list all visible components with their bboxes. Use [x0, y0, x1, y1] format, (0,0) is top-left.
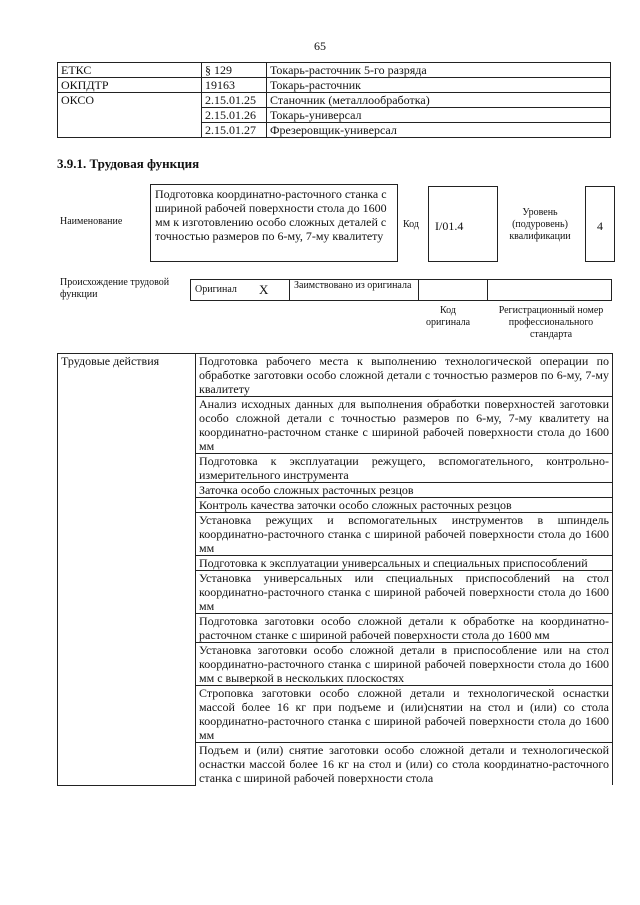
action-item: Подготовка к эксплуатации режущего, вспомогательного, контрольно-измерительного инструмента — [196, 454, 613, 483]
borrowed-label: Заимствовано из оригинала — [290, 280, 419, 301]
table-row — [58, 354, 613, 397]
table-row — [191, 280, 612, 301]
classifier-title: Токарь-универсал — [267, 108, 611, 123]
action-item: Установка универсальных или специальных приспособлений на стол координатно-расточного станка с шириной рабочей поверхности стола до 1600 мм — [196, 571, 613, 614]
origin-label: Происхождение трудовой функции — [60, 277, 170, 300]
action-item: Заточка особо сложных расточных резцов — [196, 483, 613, 498]
action-item: Установка заготовки особо сложной детали в приспособление или на стол координатно-расточного станка с шириной рабочей поверхности стола до 1600 мм с выверкой в нескольких плоскостях — [196, 643, 613, 686]
classifier-table — [57, 62, 611, 138]
name-label: Наименование — [60, 216, 123, 227]
original-code-cell — [419, 280, 488, 301]
original-mark: X — [255, 280, 290, 301]
actions-label: Трудовые действия — [58, 354, 196, 786]
origin-table — [190, 279, 612, 301]
original-label: Оригинал — [191, 280, 256, 301]
classifier-title: Токарь-расточник 5-го разряда — [267, 63, 611, 78]
regnum-caption: Регистрационный номер профессионального стандарта — [498, 305, 604, 340]
table-row — [58, 63, 611, 78]
regnum-cell — [488, 280, 612, 301]
action-item: Строповка заготовки особо сложной детали и технологической оснастки массой более 16 кг при подъеме и (или)снятии на стол и (или) со стола координатно-расточного станка с шириной рабочей поверхности стола до 1600 мм — [196, 686, 613, 743]
classifier-code: § 129 — [202, 63, 267, 78]
table-row — [58, 93, 611, 108]
action-item: Подготовка к эксплуатации универсальных и специальных приспособлений — [196, 556, 613, 571]
classifier-title: Фрезеровщик-универсал — [267, 123, 611, 138]
classifier-name: ЕТКС — [58, 63, 202, 78]
action-item: Контроль качества заточки особо сложных расточных резцов — [196, 498, 613, 513]
action-item: Подготовка заготовки особо сложной детали к обработке на координатно-расточном станке с шириной рабочей поверхности стола до 1600 мм — [196, 614, 613, 643]
level-label: Уровень (подуровень) квалификации — [509, 207, 571, 242]
classifier-code: 2.15.01.26 — [202, 108, 267, 123]
classifier-title: Токарь-расточник — [267, 78, 611, 93]
classifier-code: 19163 — [202, 78, 267, 93]
function-name: Подготовка координатно-расточного станка с шириной рабочей поверхности стола до 1600 мм к изготовлению особо сложных деталей с точностью размеров по 6-му, 7-му квалитету — [150, 184, 398, 262]
classifier-code: 2.15.01.27 — [202, 123, 267, 138]
page-number: 65 — [314, 39, 326, 53]
labor-actions-table — [57, 353, 613, 786]
classifier-code: 2.15.01.25 — [202, 93, 267, 108]
function-code: I/01.4 — [428, 186, 498, 262]
action-item: Анализ исходных данных для выполнения обработки поверхностей заготовки особо сложной детали с точностью размеров по 6-му, 7-му квалитету на координатно-расточном станке с шириной рабочей поверхности стола до 1600 мм — [196, 397, 613, 454]
code-label: Код — [403, 219, 419, 230]
table-row — [58, 78, 611, 93]
action-item: Установка режущих и вспомогательных инструментов в шпиндель координатно-расточного станка с шириной рабочей поверхности стола до 1600 мм — [196, 513, 613, 556]
qualification-level: 4 — [585, 186, 615, 262]
section-title: 3.9.1. Трудовая функция — [57, 156, 200, 171]
classifier-title: Станочник (металлообработка) — [267, 93, 611, 108]
classifier-name: ОКСО — [58, 93, 202, 138]
classifier-name: ОКПДТР — [58, 78, 202, 93]
action-item: Подготовка рабочего места к выполнению технологической операции по обработке заготовки особо сложной детали с точностью размеров по 6-му, 7-му квалитету — [196, 354, 613, 397]
code-caption: Код оригинала — [425, 305, 471, 328]
action-item: Подъем и (или) снятие заготовки особо сложной детали и технологической оснастки массой более 16 кг на стол и (или) со стола координатно-расточного станка с шириной рабочей поверхности стола — [196, 743, 613, 786]
